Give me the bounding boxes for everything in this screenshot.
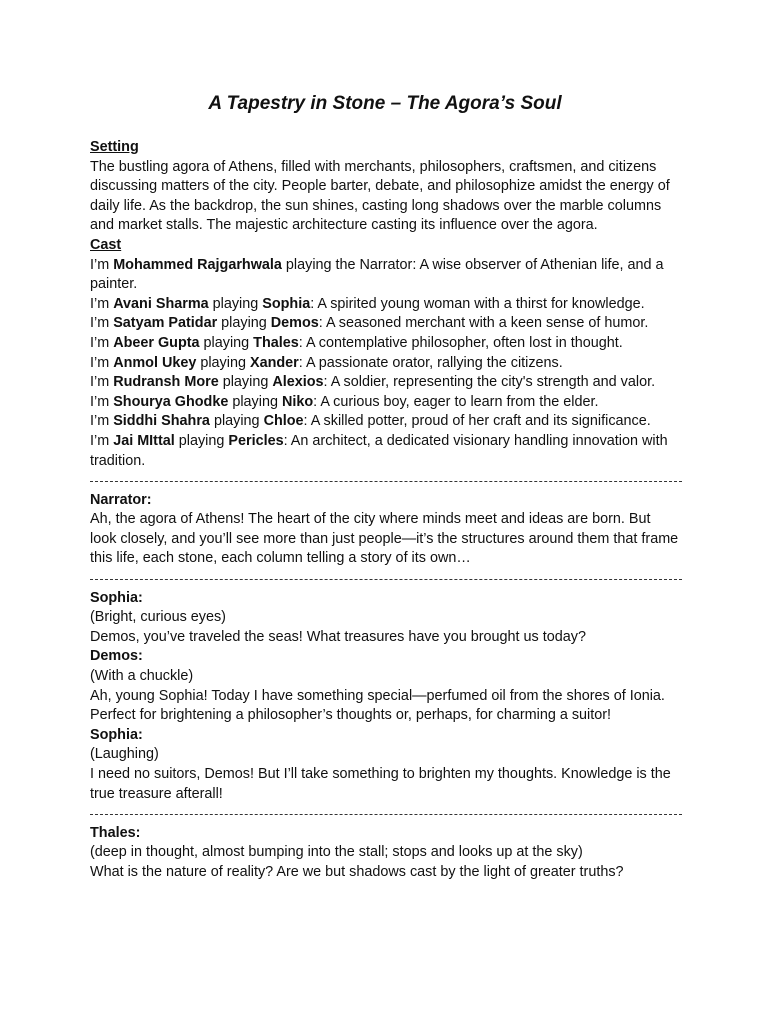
role-name: Alexios <box>272 374 324 391</box>
role-name: Thales <box>253 334 299 351</box>
actor-name: Rudransh More <box>113 374 219 391</box>
document-title: A Tapestry in Stone – The Agora’s Soul <box>208 93 562 114</box>
cast-playing: playing <box>174 432 229 449</box>
dialogue-line: I need no suitors, Demos! But I’ll take something to brighten my thoughts. Knowledge is the true treasure afterall! <box>90 766 671 802</box>
cast-playing: playing <box>199 334 254 351</box>
role-name: Pericles <box>228 432 284 449</box>
cast-member <box>90 412 680 432</box>
role-description: : A curious boy, eager to learn from the elder. <box>313 393 599 410</box>
actor-name: Anmol Ukey <box>113 354 197 371</box>
role-name: Demos <box>270 315 319 332</box>
cast-member <box>90 295 680 315</box>
cast-prefix: I’m <box>90 413 114 430</box>
stage-direction: (Bright, curious eyes) <box>90 609 226 626</box>
dialogue-line: Ah, young Sophia! Today I have something special—perfumed oil from the shores of Ionia. Perfect for brightening a philosopher’s thoughts or, perhaps, for charming a suitor! <box>90 687 665 724</box>
role-description: : A passionate orator, rallying the citizens. <box>298 354 563 371</box>
stage-direction: (With a chuckle) <box>90 668 194 685</box>
cast-member <box>90 354 680 374</box>
script-block-sophia <box>90 589 680 648</box>
cast-playing: playing <box>228 393 282 410</box>
speaker-name: Demos: <box>90 648 143 665</box>
script-block-thales <box>90 824 680 883</box>
cast-playing: playing <box>218 374 273 391</box>
cast-prefix: I’m <box>90 315 114 332</box>
cast-member <box>90 334 680 354</box>
section-divider <box>90 804 680 824</box>
role-name: Xander <box>249 354 299 371</box>
cast-prefix: I’m <box>90 256 114 273</box>
cast-playing: playing the Narrator <box>281 256 413 273</box>
cast-playing: playing <box>196 354 250 371</box>
actor-name: Mohammed Rajgarhwala <box>113 256 282 273</box>
script-block-demos <box>90 647 680 725</box>
dialogue-line: Demos, you’ve traveled the seas! What treasures have you brought us today? <box>90 628 586 645</box>
cast-prefix: I’m <box>90 432 114 449</box>
actor-name: Avani Sharma <box>113 295 209 312</box>
cast-prefix: I’m <box>90 374 114 391</box>
actor-name: Siddhi Shahra <box>113 413 210 430</box>
cast-prefix: I’m <box>90 295 114 312</box>
cast-prefix: I’m <box>90 334 114 351</box>
role-description: : A soldier, representing the city's strength and valor. <box>323 374 656 391</box>
stage-direction: (deep in thought, almost bumping into the stall; stops and looks up at the sky) <box>90 844 583 861</box>
actor-name: Abeer Gupta <box>113 334 200 351</box>
cast-member <box>90 373 680 393</box>
cast-playing: playing <box>209 413 264 430</box>
cast-playing: playing <box>208 295 263 312</box>
speaker-name: Sophia: <box>90 589 143 606</box>
speaker-name: Thales: <box>90 824 141 841</box>
stage-direction: (Laughing) <box>90 746 159 763</box>
actor-name: Satyam Patidar <box>113 315 218 332</box>
role-name: Sophia <box>262 295 311 312</box>
cast-member <box>90 432 680 471</box>
script-block-sophia-2 <box>90 726 680 804</box>
role-description: : A contemplative philosopher, often lost in thought. <box>298 334 623 351</box>
document-body <box>90 138 680 883</box>
section-divider <box>90 569 680 589</box>
role-name: Niko <box>281 393 314 410</box>
setting-text: The bustling agora of Athens, filled with merchants, philosophers, craftsmen, and citizens discussing matters of the city. People barter, debate, and philosophize amidst the energy of daily life. As the backdrop, the sun shines, casting long shadows over the marble columns and market stalls. The majestic architecture casting its influence over the agora. <box>90 158 670 234</box>
setting-heading: Setting <box>90 139 139 155</box>
role-description: : A wise observer of Athenian life, and a painter. <box>90 256 664 293</box>
role-description: : A spirited young woman with a thirst for knowledge. <box>310 295 645 312</box>
role-description: : A skilled potter, proud of her craft and its significance. <box>303 413 651 430</box>
speaker-name: Sophia: <box>90 726 143 743</box>
role-description: : An architect, a dedicated visionary handling innovation with tradition. <box>90 432 668 469</box>
cast-heading: Cast <box>90 236 122 253</box>
actor-name: Jai MIttal <box>113 432 175 449</box>
cast-prefix: I’m <box>90 393 114 410</box>
cast-list <box>90 256 680 472</box>
cast-prefix: I’m <box>90 354 114 371</box>
dialogue-line: What is the nature of reality? Are we but shadows cast by the light of greater truths? <box>90 863 624 880</box>
cast-member <box>90 314 680 334</box>
dialogue-line: Ah, the agora of Athens! The heart of the city where minds meet and ideas are born. But look closely, and you’ll see more than just people—it’s the structures around them that frame this life, each stone, each column telling a story of its own… <box>90 511 679 567</box>
actor-name: Shourya Ghodke <box>113 393 229 410</box>
section-divider <box>90 471 680 491</box>
speaker-name: Narrator: <box>90 491 152 508</box>
cast-member <box>90 256 680 295</box>
role-description: : A seasoned merchant with a keen sense of humor. <box>318 315 649 332</box>
cast-member <box>90 393 680 413</box>
script-block-narrator <box>90 491 680 569</box>
cast-playing: playing <box>217 315 271 332</box>
role-name: Chloe <box>263 413 304 430</box>
